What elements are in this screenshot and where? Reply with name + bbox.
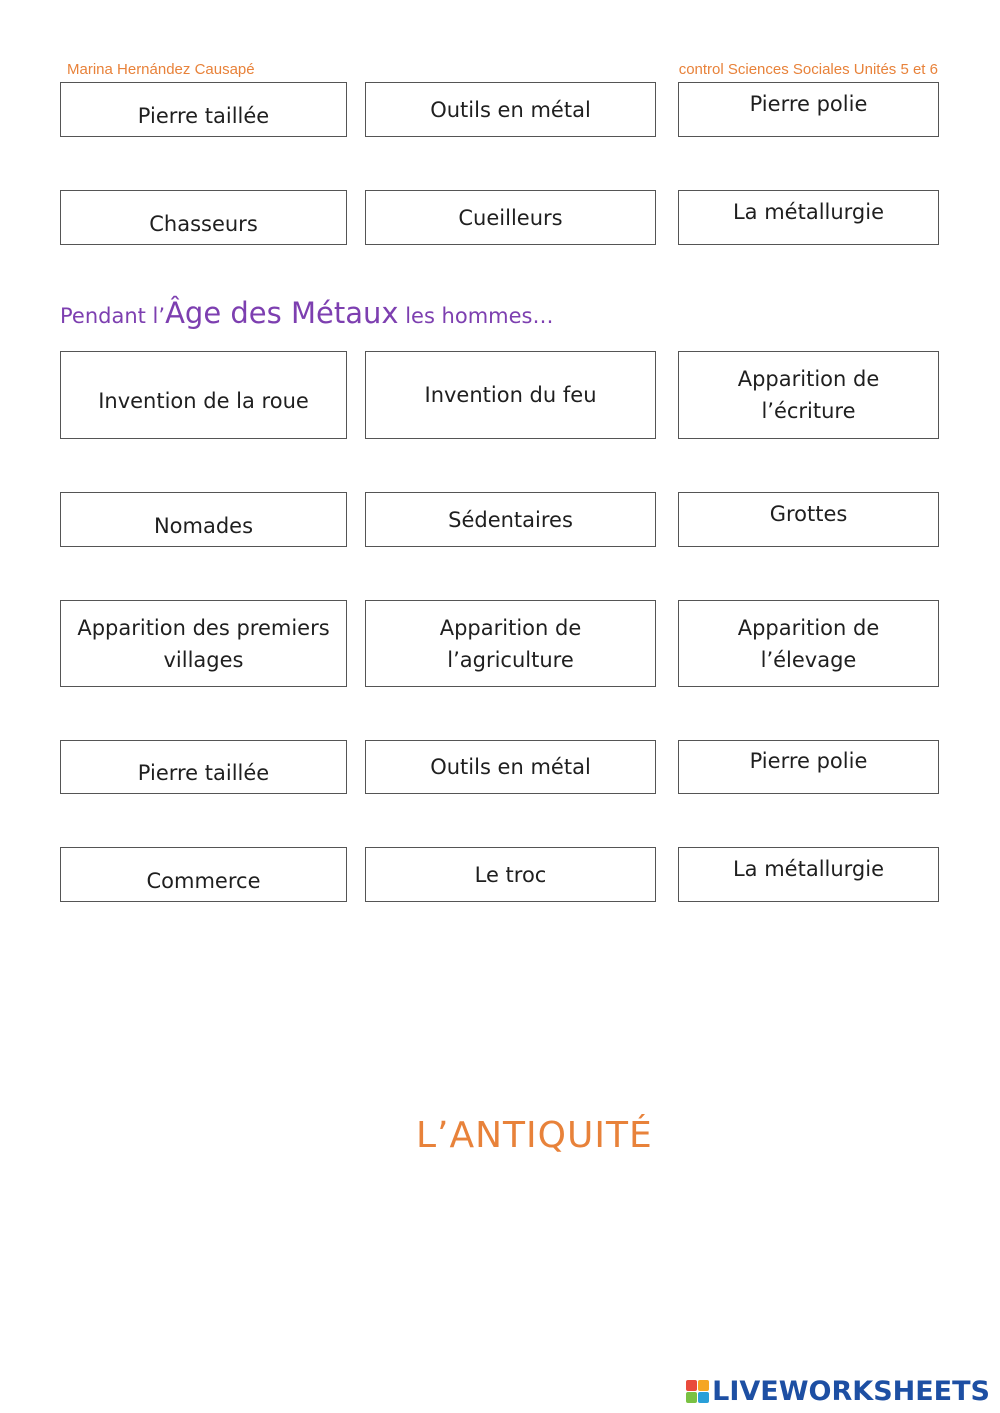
heading-pre: Pendant l’: [60, 304, 166, 328]
answer-text: Commerce: [146, 868, 261, 893]
answer-box[interactable]: [678, 492, 939, 547]
answer-text: Outils en métal: [430, 755, 591, 779]
answer-text: Grottes: [769, 501, 848, 526]
answer-box[interactable]: [60, 740, 347, 794]
author-name: Marina Hernández Causapé: [67, 61, 255, 78]
heading-post: les hommes…: [398, 304, 554, 328]
answer-box[interactable]: [678, 351, 939, 439]
section-heading: [60, 296, 554, 330]
answer-box[interactable]: [365, 600, 656, 687]
liveworksheets-logo[interactable]: [686, 1376, 990, 1407]
answer-text: Nomades: [153, 513, 254, 538]
answer-text-line: Apparition de: [737, 367, 880, 391]
answer-box[interactable]: [365, 492, 656, 547]
answer-box[interactable]: [678, 600, 939, 687]
answer-box[interactable]: [60, 351, 347, 439]
answer-box[interactable]: [365, 82, 656, 137]
answer-text-line: Apparition des premiers: [77, 615, 330, 640]
heading-emphasis: Âge des Métaux: [165, 296, 399, 330]
answer-box[interactable]: [60, 847, 347, 902]
answer-text-line: Apparition de: [737, 615, 880, 640]
logo-block: [698, 1392, 709, 1403]
logo-block: [698, 1380, 709, 1391]
answer-text: Cueilleurs: [458, 205, 563, 230]
answer-box[interactable]: [365, 740, 656, 794]
answer-text: La métallurgie: [732, 199, 885, 224]
answer-box[interactable]: [60, 190, 347, 245]
answer-text: Pierre taillée: [137, 761, 270, 785]
subject-title: control Sciences Sociales Unités 5 et 6: [678, 61, 938, 78]
antiquite-heading: L’ANTIQUITÉ: [416, 1115, 653, 1156]
answer-text-line: Apparition de: [439, 615, 582, 640]
answer-text: La métallurgie: [732, 856, 885, 881]
answer-text: Invention de la roue: [98, 389, 309, 413]
answer-box[interactable]: [365, 190, 656, 245]
logo-text: LIVEWORKSHEETS: [712, 1376, 990, 1407]
answer-text: Outils en métal: [430, 97, 591, 122]
answer-box[interactable]: [60, 82, 347, 137]
answer-text-line: l’agriculture: [447, 647, 574, 672]
answer-box[interactable]: [60, 600, 347, 687]
answer-text: Le troc: [474, 862, 547, 887]
answer-text-line: l’écriture: [761, 399, 856, 423]
answer-box[interactable]: [678, 190, 939, 245]
logo-block: [686, 1392, 697, 1403]
answer-text: Invention du feu: [424, 383, 597, 407]
logo-block: [686, 1380, 697, 1391]
answer-text-line: l’élevage: [760, 647, 857, 672]
answer-box[interactable]: [678, 82, 939, 137]
answer-box[interactable]: [365, 351, 656, 439]
answer-text: Pierre polie: [749, 91, 868, 116]
answer-text: Sédentaires: [448, 507, 573, 532]
answer-box[interactable]: [60, 492, 347, 547]
answer-box[interactable]: [365, 847, 656, 902]
answer-text: Chasseurs: [149, 211, 258, 236]
logo-blocks-icon: [686, 1380, 709, 1403]
answer-box[interactable]: [678, 847, 939, 902]
answer-text: Pierre taillée: [137, 103, 270, 128]
answer-box[interactable]: [678, 740, 939, 794]
answer-text-line: villages: [163, 647, 244, 672]
answer-text: Pierre polie: [749, 749, 868, 773]
